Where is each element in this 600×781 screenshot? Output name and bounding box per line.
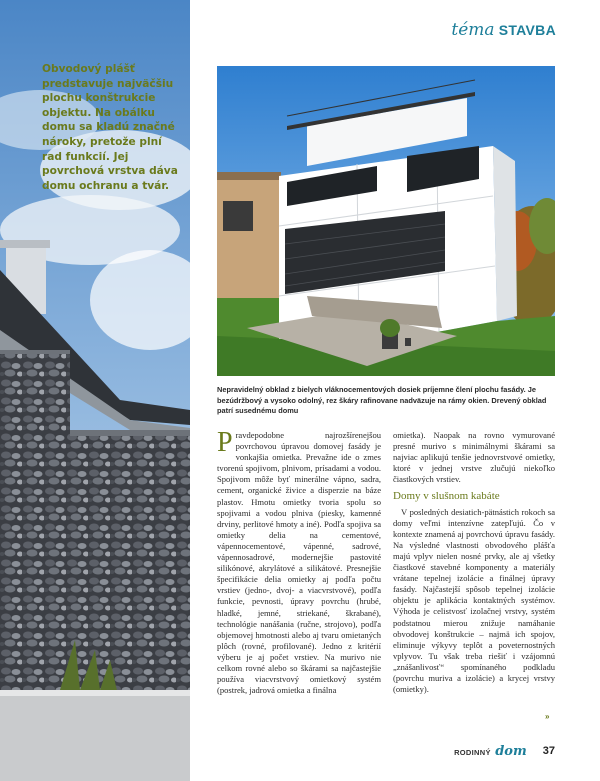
body-column-1 [217, 427, 381, 696]
subheading: Domy v slušnom kabáte [393, 490, 500, 503]
logo-rodinny: RODINNÝ [454, 748, 491, 757]
col2-paragraph-1: omietka). Naopak na rovno vymurované presné murivo s minimálnymi škárami sa najviac aplikujú tenšie jednovrstvové omietky, ktoré v jednej vrstve zlučujú niekoľko čiastkových vrstiev. [393, 430, 555, 485]
page-footer [454, 742, 555, 760]
col2-paragraph-2: V posledných desiatich-pätnástich rokoch sa domy veľmi intenzívne zatepľujú. Čo v kontexte znamená aj povrchovú úpravu fasády. Na výsledné vlastnosti obvodového plášťa majú vplyv nielen nosné prvky, ale aj všetky čiastkové stavebné komponenty a materiály vrátane tepelnej izolácie a finálnej úpravy fasády. Najčastejší spôsob tepelnej izolácie objektu je aplikácia kontaktných systémov. Výhoda je celistvosť izolačnej vrstvy, systém podstatnou mierou znižuje namáhanie obvodovej konštrukcie – najmä ich spojov, eliminuje výkyvy teplôt a poveternostných vplyvov. Tu však treba riešiť i vzájomnú „znášanlivosť“ spomínaného podkladu (povrchu muriva a izolácie) a krycej vrstvy (omietky). [393, 506, 555, 695]
continue-arrow-icon: » [545, 712, 550, 721]
logo-dom: dom [495, 744, 527, 759]
header-tema: téma [451, 20, 495, 40]
page-number: 37 [542, 745, 555, 757]
col1-paragraph-1: ravdepodobne najrozšírenejšou povrchovou úpravou domovej fasády je vonkajšia omietka. Prevažne ide o zmes tvorenú spojivom, plnivom, prísadami a vodou. Spojivom môže byť minerálne vápno, sadra, cement, organické živice a disperzie na báze plastov. Hmotu omietky tvoria spolu so spojivami a vodou plniva (piesky, kamenné drviny, perlitové hmoty a iné). Podľa spojiva sa omietky delia na cementové, vápennocementové, vápenné, sadrové, vápennosadrové, modernejšie pastovité silikónové, akrylátové a silikátové. Presnejšie špecifikácie delia omietky aj podľa počtu vrstiev (jedno-, dvoj- a viacvrstvové), podľa funkcie, pevnosti, úpravy povrchu (hrubé, hladké, jemné, striekané, škrabané), technológie nanášania (ručne, strojovo), podľa objemovej hmotnosti alebo aj tvaru omietaných plôch (rovné, profilované). Jedno z kritérií výberu je aj počet vrstiev. Na murivo nie celkom rovné alebo so škárami sa najčastejšie používa viacvrstvový omietkový systém (postrek, jadrová omietka a finálna [217, 430, 381, 696]
main-photo-house [217, 66, 555, 376]
drop-cap: P [217, 427, 233, 458]
house-illustration [217, 66, 555, 376]
photo-caption: Nepravidelný obklad z bielych vláknocementových dosiek príjemne člení plochu fasády. Je bezúdržbový a vysoko odolný, rez škáry rafinovane nadväzuje na rámy okien. Drevený obklad patrí susednému domu [217, 385, 547, 416]
header-section: STAVBA [498, 22, 556, 38]
section-header [451, 20, 556, 40]
lead-paragraph: Obvodový plášť predstavuje najväčšiu plochu konštrukcie objektu. Na obálku domu sa kladú značné nároky, pretože plní rad funkcií. Jej povrchová vrstva dáva domu ochranu a tvár. [42, 63, 178, 192]
magazine-logo [454, 742, 527, 760]
body-column-2 [393, 430, 555, 695]
